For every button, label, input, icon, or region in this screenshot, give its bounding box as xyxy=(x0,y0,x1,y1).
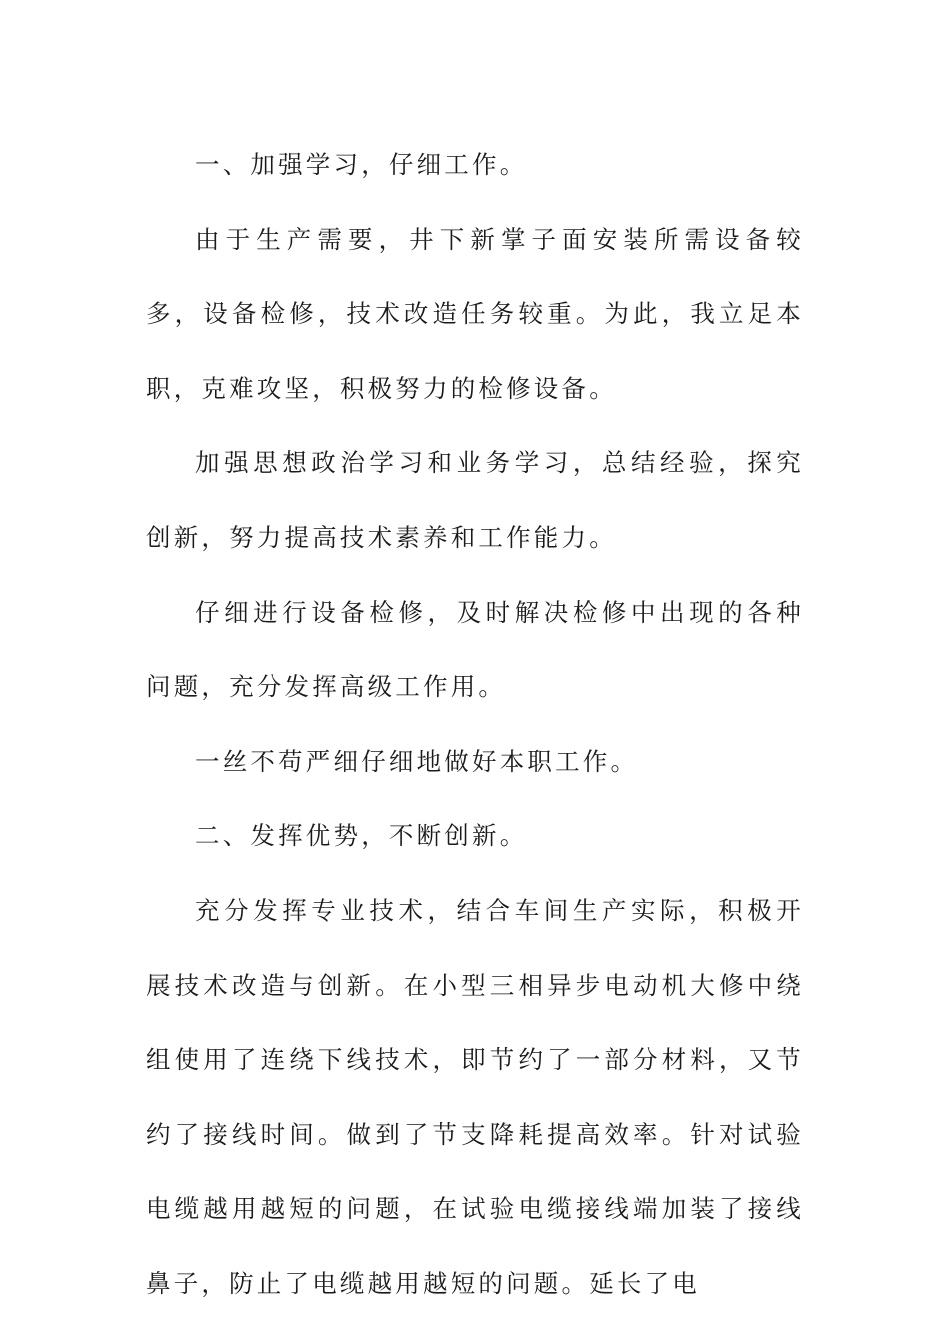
paragraph-study: 加强思想政治学习和业务学习，总结经验，探究创新，努力提高技术素养和工作能力。 xyxy=(146,448,804,552)
paragraph-diligence: 一丝不苟严细仔细地做好本职工作。 xyxy=(195,746,639,776)
section-heading-1: 一、加强学习，仔细工作。 xyxy=(195,150,528,179)
section-heading-2: 二、发挥优势，不断创新。 xyxy=(195,821,528,851)
paragraph-inspection: 仔细进行设备检修，及时解决检修中出现的各种问题，充分发挥高级工作用。 xyxy=(146,597,804,702)
paragraph-equipment-maintenance: 由于生产需要，井下新掌子面安装所需设备较多，设备检修，技术改造任务较重。为此，我立足本职，克难攻坚，积极努力的检修设备。 xyxy=(146,224,804,403)
document-body xyxy=(146,128,804,1322)
paragraph-innovation: 充分发挥专业技术，结合车间生产实际，积极开展技术改造与创新。在小型三相异步电动机大修中绕组使用了连绕下线技术，即节约了一部分材料，又节约了接线时间。做到了节支降耗提高效率。针对试验电缆越用越短的问题，在试验电缆接线端加装了接线鼻子，防止了电缆越用越短的问题。延长了电 xyxy=(146,895,804,1298)
